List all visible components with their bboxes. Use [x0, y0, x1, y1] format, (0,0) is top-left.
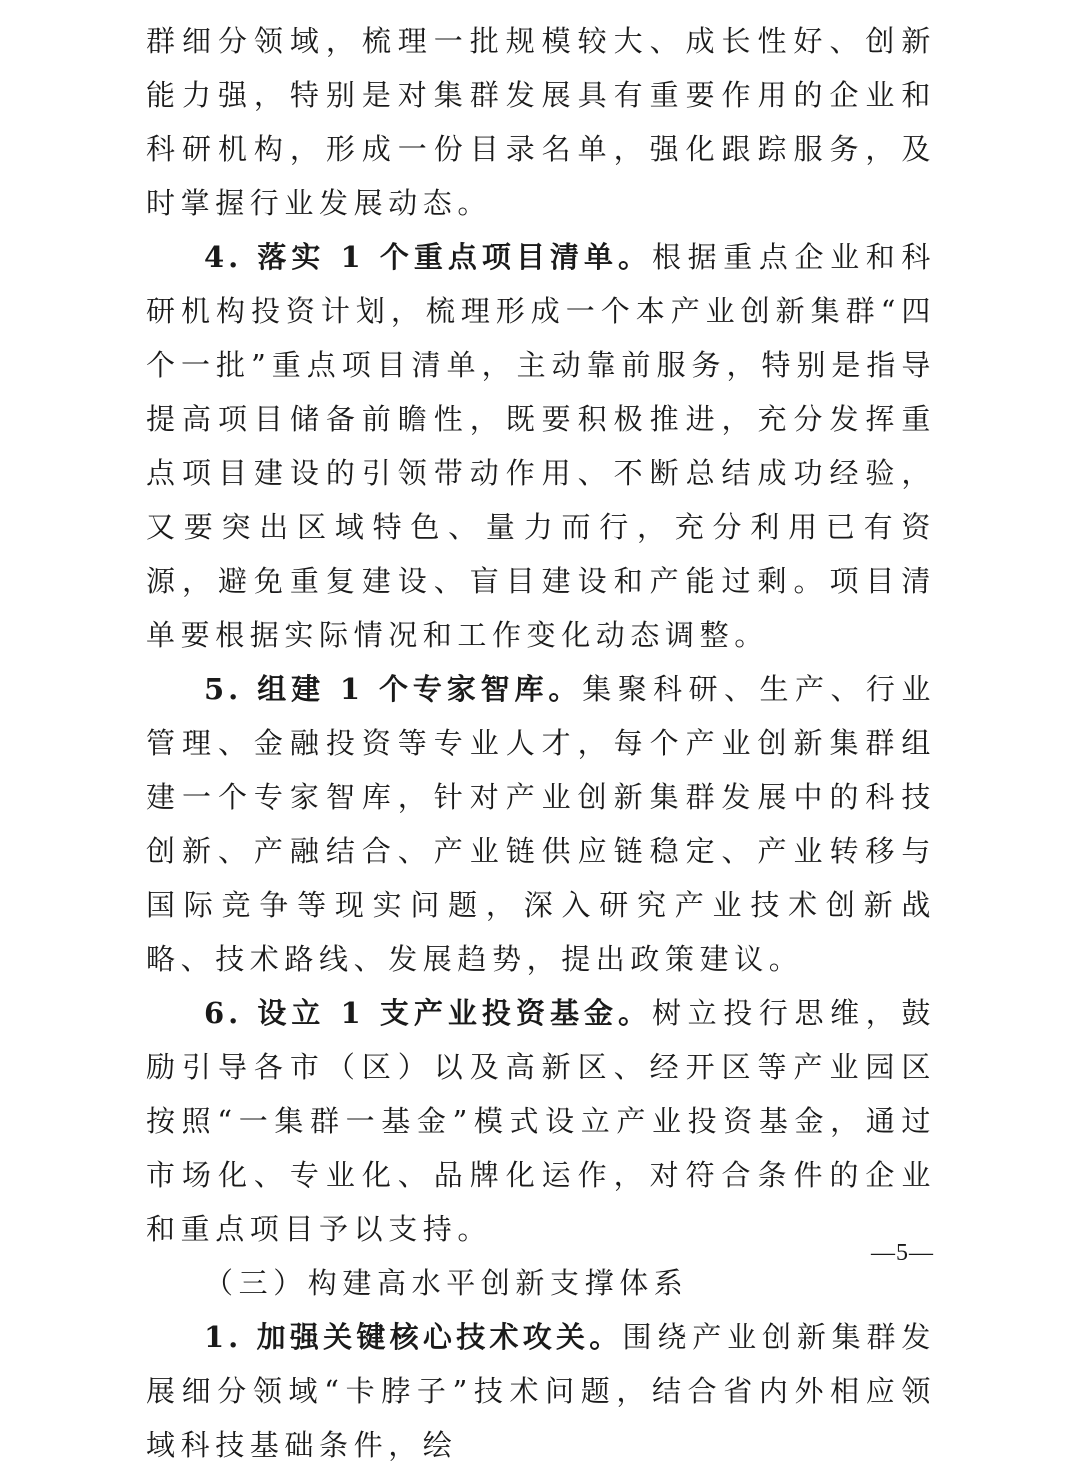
item-5-text: 集聚科研、生产、行业管理、金融投资等专业人才，每个产业创新集群组建一个专家智库，针对产业创新集群发展中的科技创新、产融结合、产业链供应链稳定、产业转移与国际竞争等现实问题，深入研究产业技术创新战略、技术路线、发展趋势，提出政策建议。: [146, 672, 936, 976]
item-4-text: 根据重点企业和科研机构投资计划，梳理形成一个本产业创新集群“四个一批”重点项目清单，主动靠前服务，特别是指导提高项目储备前瞻性，既要积极推进，充分发挥重点项目建设的引领带动作用、不断总结成功经验，又要突出区域特色、量力而行，充分利用已有资源，避免重复建设、盲目建设和产能过剩。项目清单要根据实际情况和工作变化动态调整。: [146, 240, 936, 652]
item-5-heading: 5. 组建 1 个专家智库。: [204, 672, 583, 706]
page-number: —5—: [871, 1240, 934, 1266]
paragraph-intro-text: 群细分领域，梳理一批规模较大、成长性好、创新能力强，特别是对集群发展具有重要作用的企业和科研机构，形成一份目录名单，强化跟踪服务，及时掌握行业发展动态。: [146, 24, 936, 220]
item-6-heading: 6. 设立 1 支产业投资基金。: [204, 996, 653, 1030]
paragraph-intro: [146, 14, 936, 230]
document-page: [146, 14, 936, 1472]
item-6-text: 树立投行思维，鼓励引导各市（区）以及高新区、经开区等产业园区按照“一集群一基金”模式设立产业投资基金，通过市场化、专业化、品牌化运作，对符合条件的企业和重点项目予以支持。: [146, 996, 936, 1246]
paragraph-item-1: [146, 1310, 936, 1472]
item-1-text: 围绕产业创新集群发展细分领域“卡脖子”技术问题，结合省内外相应领域科技基础条件，绘: [146, 1320, 937, 1462]
paragraph-item-6: [146, 986, 936, 1256]
item-1-heading: 1. 加强关键核心技术攻关。: [204, 1320, 623, 1354]
section-heading-3: （三）构建高水平创新支撑体系: [204, 1266, 689, 1300]
paragraph-item-4: [146, 230, 936, 662]
item-4-heading: 4. 落实 1 个重点项目清单。: [204, 240, 653, 274]
paragraph-item-5: [146, 662, 936, 986]
